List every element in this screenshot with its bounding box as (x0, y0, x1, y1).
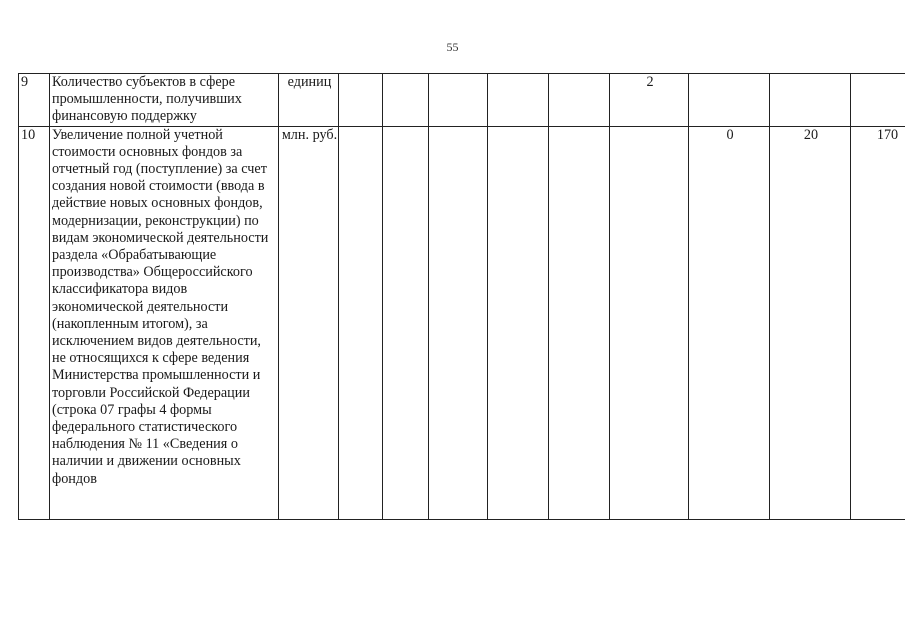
value-cell (851, 74, 905, 127)
table-row (19, 126, 905, 519)
value-cell (549, 126, 610, 519)
value-cell (610, 126, 689, 519)
table-row (19, 74, 905, 127)
value-cell (429, 126, 488, 519)
value-cell (383, 126, 429, 519)
data-table (18, 73, 905, 520)
value-cell (689, 74, 770, 127)
indicator-name: Увеличение полной учетной стоимости основных фондов за отчетный год (поступление) за счет создания новой стоимости (ввода в действие новых основных фондов, модернизации, реконструкции) по видам экономической деятельности раздела «Обрабатывающие производства» Общероссийского классификатора видов экономической деятельности (накопленным итогом), за исключением видов деятельности, не относящихся к сфере ведения Министерства промышленности и торговли Российской Федерации (строка 07 графы 4 формы федерального статистического наблюдения № 11 «Сведения о наличии и движении основных фондов (50, 126, 279, 519)
value-cell: 2 (610, 74, 689, 127)
value-cell (549, 74, 610, 127)
value-cell (488, 126, 549, 519)
unit-cell: единиц (279, 74, 339, 127)
row-number: 10 (19, 126, 50, 519)
value-cell (339, 74, 383, 127)
value-cell (770, 74, 851, 127)
value-cell (339, 126, 383, 519)
row-number: 9 (19, 74, 50, 127)
unit-cell: млн. руб. (279, 126, 339, 519)
value-cell: 0 (689, 126, 770, 519)
value-cell: 20 (770, 126, 851, 519)
indicator-name: Количество субъектов в сфере промышленности, получивших финансовую поддержку (50, 74, 279, 127)
value-cell: 170 (851, 126, 905, 519)
value-cell (429, 74, 488, 127)
value-cell (383, 74, 429, 127)
value-cell (488, 74, 549, 127)
page-number: 55 (446, 40, 459, 54)
